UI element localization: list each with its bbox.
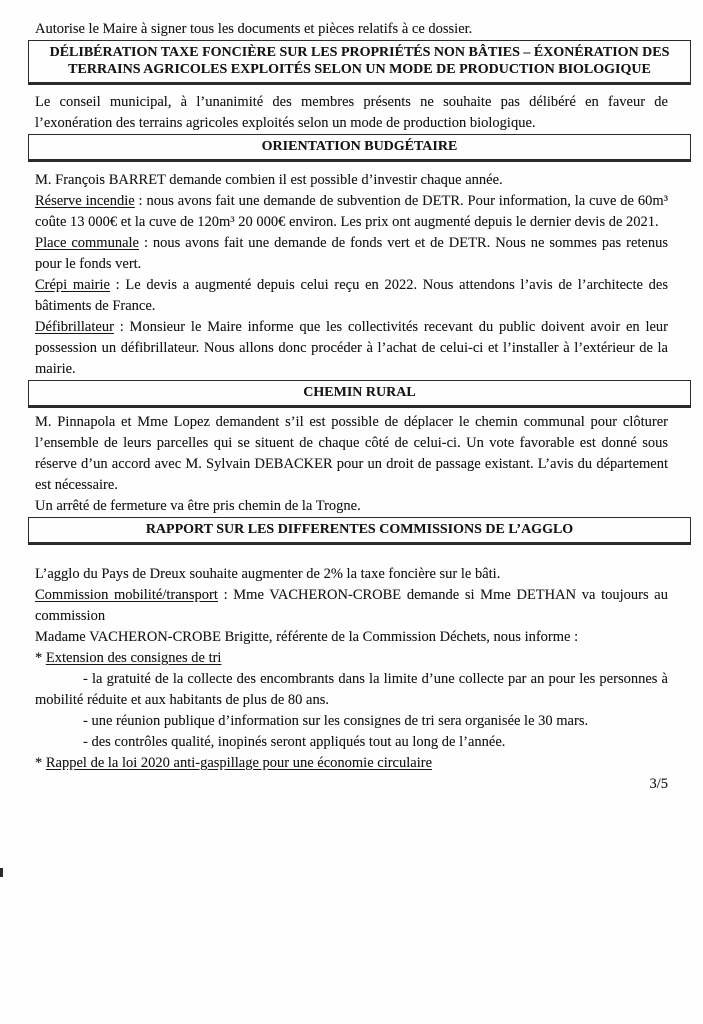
section-heading-orientation-label: ORIENTATION BUDGÉTAIRE <box>261 139 458 154</box>
deliberation-body-paragraph: Le conseil municipal, à l’unanimité des membres présents ne souhaite pas délibéré en faveur de l’exonération des terrains agricoles exploités selon un mode de production biologique. <box>35 94 668 131</box>
defibrillateur-label: Défibrillateur <box>35 319 114 335</box>
section-heading-deliberation-label: DÉLIBÉRATION TAXE FONCIÈRE SUR LES PROPRIÉTÉS NON BÂTIES – ÉXONÉRATION DES TERRAINS AGRICOLES EXPLOITÉS SELON UN MODE DE PRODUCTION BIOLOGIQUE <box>49 45 670 77</box>
commission-mobilite-text: : Mme VACHERON-CROBE demande si Mme DETHAN va toujours au commission <box>35 587 668 624</box>
barret-paragraph: M. François BARRET demande combien il est possible d’investir chaque année. <box>35 172 503 188</box>
commission-mobilite-paragraph <box>35 585 668 627</box>
commission-mobilite-label: Commission mobilité/transport <box>35 587 218 603</box>
reserve-incendie-paragraph <box>35 191 668 233</box>
bullet-gratuite: - la gratuité de la collecte des encombrants dans la limite d’une collecte par an pour les personnes à mobilité réduite et aux habitants de plus de 80 ans. <box>35 671 668 708</box>
crepi-mairie-text: : Le devis a augmenté depuis celui reçu en 2022. Nous attendons l’avis de l’architecte des bâtiments de France. <box>35 277 668 314</box>
place-communale-label: Place communale <box>35 235 139 251</box>
scan-artifact <box>0 868 3 877</box>
extension-tri-paragraph <box>35 648 668 669</box>
chemin-rural-body-paragraph: M. Pinnapola et Mme Lopez demandent s’il est possible de déplacer le chemin communal pour clôturer l’ensemble de leurs parcelles qui se situent de chaque côté de celui-ci. Un vote favorable est donné sous réserve d’un accord avec M. Sylvain DEBACKER pour un droit de passage existant. L’avis du département est nécessaire. <box>35 414 668 493</box>
intro-paragraph: Autorise le Maire à signer tous les documents et pièces relatifs à ce dossier. <box>35 21 473 37</box>
defibrillateur-paragraph <box>35 317 668 380</box>
rappel-loi-label: Rappel de la loi 2020 anti-gaspillage pour une économie circulaire <box>45 755 433 771</box>
crepi-mairie-label: Crépi mairie <box>35 277 110 293</box>
place-communale-text: : nous avons fait une demande de fonds vert et de DETR. Nous ne sommes pas retenus pour le fonds vert. <box>35 235 668 272</box>
section-heading-orientation <box>28 134 691 162</box>
page-number: 3/5 <box>649 776 668 792</box>
place-communale-paragraph <box>35 233 668 275</box>
section-heading-chemin-rural-label: CHEMIN RURAL <box>303 385 416 400</box>
section-heading-rapport-label: RAPPORT SUR LES DIFFERENTES COMMISSIONS DE L’AGGLO <box>145 522 574 537</box>
extension-tri-star: * <box>35 650 46 666</box>
bullet-reunion: - une réunion publique d’information sur les consignes de tri sera organisée le 30 mars. <box>83 713 589 729</box>
section-heading-rapport <box>28 517 691 545</box>
reserve-incendie-text: : nous avons fait une demande de subvention de DETR. Pour information, la cuve de 60m³ coûte 13 000€ et la cuve de 120m³ 20 000€ environ. Les prix ont augmenté depuis le dernier devis de 2021. <box>35 193 668 230</box>
defibrillateur-text: : Monsieur le Maire informe que les collectivités recevant du public doivent avoir en leur possession un défibrillateur. Nous allons donc procéder à l’achat de celui-ci et l’installer à l’extérieur de la mairie. <box>35 319 668 377</box>
section-heading-chemin-rural <box>28 380 691 408</box>
section-heading-deliberation <box>28 40 691 85</box>
rappel-loi-star: * <box>35 755 46 771</box>
reserve-incendie-label: Réserve incendie <box>35 193 135 209</box>
rappel-loi-paragraph <box>35 753 668 774</box>
agglo-paragraph: L’agglo du Pays de Dreux souhaite augmenter de 2% la taxe foncière sur le bâti. <box>35 566 501 582</box>
madame-vacheron-paragraph: Madame VACHERON-CROBE Brigitte, référente de la Commission Déchets, nous informe : <box>35 629 579 645</box>
bullet-controles: - des contrôles qualité, inopinés seront appliqués tout au long de l’année. <box>83 734 506 750</box>
arrete-paragraph: Un arrêté de fermeture va être pris chemin de la Trogne. <box>35 498 361 514</box>
extension-tri-label: Extension des consignes de tri <box>45 650 222 666</box>
crepi-mairie-paragraph <box>35 275 668 317</box>
